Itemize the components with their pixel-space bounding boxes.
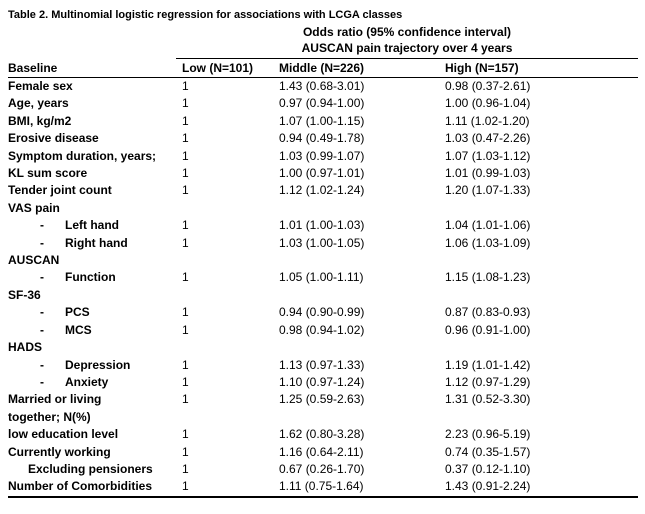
cell-low: 1 xyxy=(182,96,189,111)
table-row xyxy=(8,182,638,199)
row-label-text: Function xyxy=(65,270,116,285)
row-label-text: Depression xyxy=(65,357,131,372)
cell-high: 1.01 (0.99-1.03) xyxy=(445,166,531,181)
cell-high: 2.23 (0.96-5.19) xyxy=(445,427,531,442)
row-label xyxy=(8,269,176,286)
cell-middle: 1.10 (0.97-1.24) xyxy=(279,374,365,389)
row-label: Erosive disease xyxy=(8,131,99,146)
cell-middle xyxy=(273,200,439,217)
cell-middle xyxy=(273,287,439,304)
cell-middle xyxy=(273,252,439,269)
cell-low xyxy=(176,287,273,304)
cell-high: 1.43 (0.91-2.24) xyxy=(445,479,531,494)
cell-high: 1.04 (1.01-1.06) xyxy=(445,218,531,233)
cell-high: 1.31 (0.52-3.30) xyxy=(445,392,531,407)
section-row xyxy=(8,252,638,269)
cell-middle: 1.43 (0.68-3.01) xyxy=(279,79,365,93)
dash-bullet: - xyxy=(40,235,44,250)
row-label-text: PCS xyxy=(65,305,90,320)
cell-high: 1.12 (0.97-1.29) xyxy=(445,374,531,389)
cell-middle: 1.12 (1.02-1.24) xyxy=(279,183,365,198)
cell-middle: 1.16 (0.64-2.11) xyxy=(279,444,364,459)
group-header-spacer xyxy=(8,25,176,59)
cell-low: 1 xyxy=(182,305,189,320)
table-body xyxy=(8,78,638,497)
table-row xyxy=(8,95,638,112)
column-header-middle: Middle (N=226) xyxy=(273,59,439,78)
cell-low: 1 xyxy=(182,270,189,285)
cell-low xyxy=(176,200,273,217)
cell-high: 1.20 (1.07-1.33) xyxy=(445,183,531,198)
cell-middle: 1.03 (0.99-1.07) xyxy=(279,148,365,163)
cell-middle: 1.03 (1.00-1.05) xyxy=(279,235,365,250)
row-label xyxy=(8,357,176,374)
section-row xyxy=(8,200,638,217)
table-row xyxy=(8,235,638,252)
cell-low: 1 xyxy=(182,218,189,233)
row-label: Female sex xyxy=(8,79,73,93)
row-label xyxy=(8,304,176,321)
row-label: Symptom duration, years; xyxy=(8,148,157,163)
cell-high: 1.15 (1.08-1.23) xyxy=(445,270,531,285)
cell-low: 1 xyxy=(182,392,189,407)
group-header-row xyxy=(8,25,638,59)
cell-low: 1 xyxy=(182,113,189,128)
cell-high: 1.00 (0.96-1.04) xyxy=(445,96,531,111)
column-header-high: High (N=157) xyxy=(439,59,638,78)
table-header xyxy=(8,25,638,78)
table-row xyxy=(8,269,638,286)
row-label: Age, years xyxy=(8,96,69,111)
cell-high xyxy=(439,287,638,304)
table-row xyxy=(8,391,638,426)
table-row xyxy=(8,357,638,374)
row-label: Tender joint count xyxy=(8,183,112,198)
table-row xyxy=(8,461,638,478)
table-caption: Table 2. Multinomial logistic regression for associations with LCGA classes xyxy=(8,9,403,21)
row-label: Number of Comorbidities xyxy=(8,479,153,494)
cell-middle: 0.67 (0.26-1.70) xyxy=(279,461,365,476)
cell-middle: 1.62 (0.80-3.28) xyxy=(279,427,365,442)
cell-low: 1 xyxy=(182,148,189,163)
cell-low: 1 xyxy=(182,183,189,198)
dash-bullet: - xyxy=(40,374,44,389)
row-label: SF-36 xyxy=(8,287,41,302)
row-label: Currently working xyxy=(8,444,111,459)
dash-bullet: - xyxy=(40,322,44,337)
table-row xyxy=(8,148,638,165)
cell-low: 1 xyxy=(182,166,189,181)
cell-middle: 1.05 (1.00-1.11) xyxy=(279,270,364,285)
row-label xyxy=(8,235,176,252)
row-label xyxy=(8,322,176,339)
cell-low: 1 xyxy=(182,374,189,389)
table-row xyxy=(8,78,638,96)
cell-middle: 1.13 (0.97-1.33) xyxy=(279,357,365,372)
row-label: Excluding pensioners xyxy=(28,461,153,476)
table-row xyxy=(8,304,638,321)
dash-bullet: - xyxy=(40,270,44,285)
cell-high: 0.87 (0.83-0.93) xyxy=(445,305,531,320)
dash-bullet: - xyxy=(40,305,44,320)
row-label: low education level xyxy=(8,427,119,442)
cell-low: 1 xyxy=(182,235,189,250)
cell-high: 0.96 (0.91-1.00) xyxy=(445,322,531,337)
row-label xyxy=(8,217,176,234)
cell-middle: 1.25 (0.59-2.63) xyxy=(279,392,365,407)
section-row xyxy=(8,287,638,304)
column-header-baseline: Baseline xyxy=(8,59,176,78)
section-row xyxy=(8,339,638,356)
cell-low: 1 xyxy=(182,131,189,146)
group-header-cell xyxy=(176,25,638,59)
row-label-text: Right hand xyxy=(65,235,128,250)
cell-low: 1 xyxy=(182,427,189,442)
cell-high: 1.07 (1.03-1.12) xyxy=(445,148,531,163)
cell-low: 1 xyxy=(182,322,189,337)
cell-high xyxy=(439,339,638,356)
results-table xyxy=(8,25,638,498)
cell-high: 1.03 (0.47-2.26) xyxy=(445,131,531,146)
cell-middle: 1.11 (0.75-1.64) xyxy=(279,479,364,494)
cell-high xyxy=(439,200,638,217)
row-label-text: Anxiety xyxy=(65,374,109,389)
row-label: AUSCAN xyxy=(8,253,60,268)
row-label: KL sum score xyxy=(8,166,88,181)
table-row xyxy=(8,478,638,496)
cell-middle: 0.97 (0.94-1.00) xyxy=(279,96,365,111)
table-row xyxy=(8,322,638,339)
cell-high: 1.19 (1.01-1.42) xyxy=(445,357,531,372)
cell-low: 1 xyxy=(182,461,189,476)
cell-low xyxy=(176,252,273,269)
row-label: VAS pain xyxy=(8,200,60,215)
cell-middle: 1.07 (1.00-1.15) xyxy=(279,113,365,128)
row-label xyxy=(8,374,176,391)
group-header-line2: AUSCAN pain trajectory over 4 years xyxy=(301,40,513,55)
cell-high xyxy=(439,252,638,269)
row-label: BMI, kg/m2 xyxy=(8,113,72,128)
table-row xyxy=(8,165,638,182)
table-row xyxy=(8,444,638,461)
table-row xyxy=(8,113,638,130)
cell-middle: 1.01 (1.00-1.03) xyxy=(279,218,365,233)
row-label-text: MCS xyxy=(65,322,92,337)
row-label xyxy=(8,391,176,426)
group-header-line1: Odds ratio (95% confidence interval) xyxy=(302,25,512,39)
dash-bullet: - xyxy=(40,357,44,372)
cell-middle: 0.98 (0.94-1.02) xyxy=(279,322,365,337)
cell-high: 0.98 (0.37-2.61) xyxy=(445,79,531,93)
cell-high: 0.74 (0.35-1.57) xyxy=(445,444,531,459)
table-row xyxy=(8,130,638,147)
dash-bullet: - xyxy=(40,218,44,233)
table-row xyxy=(8,217,638,234)
cell-low: 1 xyxy=(182,479,189,494)
cell-middle: 1.00 (0.97-1.01) xyxy=(279,166,365,181)
cell-low: 1 xyxy=(182,79,189,93)
column-header-row xyxy=(8,59,638,78)
table-row xyxy=(8,426,638,443)
cell-low: 1 xyxy=(182,357,189,372)
cell-high: 1.11 (1.02-1.20) xyxy=(445,113,530,128)
row-label: HADS xyxy=(8,340,43,355)
cell-high: 1.06 (1.03-1.09) xyxy=(445,235,531,250)
cell-low xyxy=(176,339,273,356)
row-label-line1: Married or living xyxy=(8,392,102,407)
cell-middle xyxy=(273,339,439,356)
cell-middle: 0.94 (0.49-1.78) xyxy=(279,131,365,146)
cell-middle: 0.94 (0.90-0.99) xyxy=(279,305,365,320)
row-label-line2: together; N(%) xyxy=(8,409,91,424)
cell-high: 0.37 (0.12-1.10) xyxy=(445,461,531,476)
row-label-text: Left hand xyxy=(65,218,119,233)
table-row xyxy=(8,374,638,391)
column-header-low: Low (N=101) xyxy=(176,59,273,78)
cell-low: 1 xyxy=(182,444,189,459)
